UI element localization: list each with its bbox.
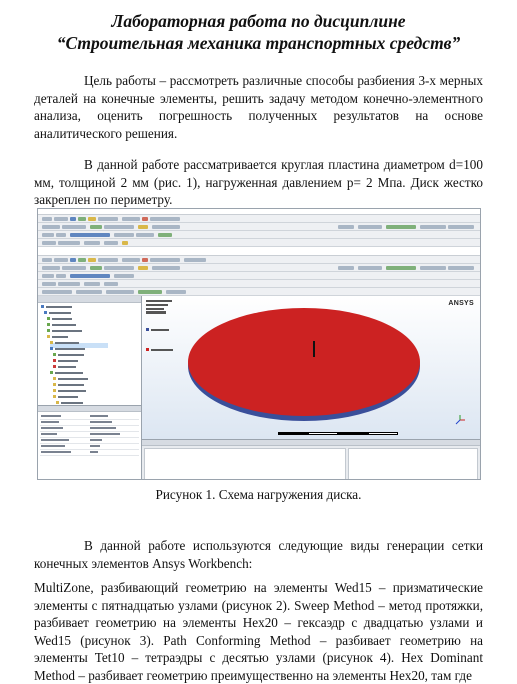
tabular-data-pane[interactable]	[348, 448, 478, 480]
toolbar-row	[38, 223, 480, 231]
toolbar-row	[38, 215, 480, 223]
toolbar-row	[38, 272, 480, 280]
coordinate-triad-icon	[454, 414, 466, 426]
toolbar-row	[38, 239, 480, 247]
viewport-info-text	[146, 300, 172, 315]
document-title-line2: “Строительная механика транспортных средств”	[56, 33, 461, 53]
details-panel[interactable]	[38, 405, 141, 480]
disk-pressure-face	[188, 308, 420, 416]
pressure-arrow-icon	[313, 341, 315, 357]
scale-bar	[278, 432, 398, 435]
document-title-line1: Лабораторная работа по дисциплине	[111, 11, 406, 31]
purpose-paragraph: Цель работы – рассмотреть различные способы разбиения 3-х мерных деталей на конечные элементы, решить задачу методом конечно-элементного анализа, оценить погрешность полученных результатов на основе аналитического решения.	[34, 73, 483, 141]
window-titlebar	[38, 247, 480, 256]
toolbar-row	[38, 231, 480, 239]
graph-and-tabular-panel	[142, 439, 480, 480]
ansys-logo: ANSYS	[448, 300, 474, 307]
mesh-intro-paragraph: В данной работе используются следующие виды генерации сетки конечных элементов Ansys Workbench:	[34, 538, 483, 571]
graph-pane[interactable]	[144, 448, 346, 480]
mesh-methods-paragraph: MultiZone, разбивающий геометрию на элементы Wed15 – призматические элементы с пятнадцатью узлами (рисунок 2). Sweep Method – метод протяжки, разбивает геометрию на элементы Hex20 – гексаэдр с двадцатью узлами и Wed15 (рисунок 3). Path Conforming Method – разбивает геометрию на элементы Tet10 – тетраэдры с десятью узлами (рисунок 4). Hex Dominant Method – разбивает геометрию преимущественно на элементы Hex20, там где	[34, 580, 483, 683]
toolbar-row	[38, 288, 480, 296]
toolbar-row	[38, 280, 480, 288]
toolbar-row	[38, 256, 480, 264]
ansys-screenshot-figure	[37, 208, 481, 480]
boundary-legend	[146, 321, 173, 359]
graphics-viewport[interactable]	[142, 296, 480, 439]
problem-paragraph: В данной работе рассматривается круглая пластина диаметром d=100 мм, толщиной 2 мм (рис. 1), нагруженная давлением p= 2 Мпа. Диск жестко закреплен по периметру.	[34, 157, 483, 207]
figure-caption: Рисунок 1. Схема нагружения диска.	[155, 487, 362, 502]
toolbar-row	[38, 264, 480, 272]
